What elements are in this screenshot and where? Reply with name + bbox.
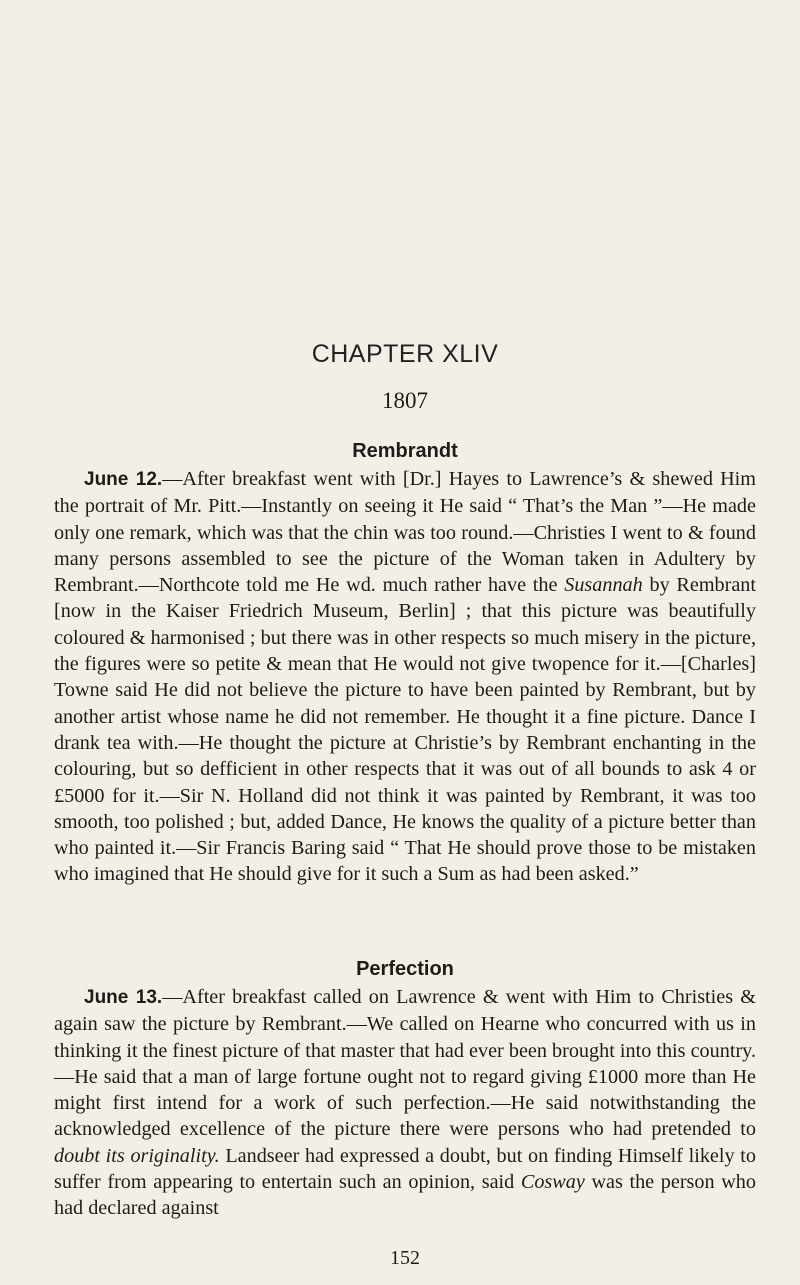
page-number: 152 [390, 1247, 420, 1269]
paragraph-text: by Rembrant [now in the Kaiser Friedrich Museum, Berlin] ; that this picture was beautifully coloured & harmonised ; but there was in other respects so much misery in the picture, the figures were so petite & mean that He would not give twopence for it.—[Charles] Towne said He did not believe the picture to have been painted by Rembrant, but by another artist whose name he did not remember. He thought it a fine picture. Dance I drank tea with.—He thought the picture at Christie’s by Rembrant enchanting in the colouring, but so defficient in other respects that it was out of all bounds to ask 4 or £5000 for it.—Sir N. Holland did not think it was painted by Rembrant, it was too smooth, too polished ; but, added Dance, He knows the quality of a picture better than who painted it.—Sir Francis Baring said “ That He should prove those to be mistaken who imagined that He should give for it such a Sum as had been asked.” [54, 574, 757, 886]
paragraph-june-13 [54, 984, 756, 1222]
italic-phrase: doubt its originality. [54, 1144, 220, 1167]
italic-name: Cosway [520, 1171, 585, 1194]
paragraph-text: —After breakfast called on Lawrence & went with Him to Christies & again saw the picture by Rembrant.—We called on Hearne who concurred with us in thinking it the finest picture of that master that had ever been brought into this country.—He said that a man of large fortune ought not to regard giving £1000 more than He might first intend for a work of such perfection.—He said notwithstanding the acknowledged excellence of the picture there were persons who had pretended to [54, 986, 756, 1141]
chapter-year: 1807 [382, 388, 428, 413]
italic-title: Susannah [564, 574, 643, 597]
section-heading-rembrandt: Rembrandt [352, 440, 458, 462]
chapter-title: CHAPTER XLIV [311, 340, 499, 368]
paragraph-text: Landseer had expressed a doubt, but on finding Himself likely to suffer from appearing to entertain such an opinion, said [54, 1144, 756, 1194]
book-page [54, 0, 756, 1285]
paragraph-text: —After breakfast went with [Dr.] Hayes to Lawrence’s & shewed Him the portrait of Mr. Pitt.—Instantly on seeing it He said “ That’s the Man ”—He made only one remark, which was that the chin was too round.—Christies I went to & found many persons assembled to see the picture of the Woman taken in Adultery by Rembrant.—Northcote told me He wd. much rather have the [54, 468, 756, 597]
paragraph-june-12 [54, 466, 756, 888]
paragraph-text: was the person who had declared against [54, 1171, 756, 1220]
entry-date: June 12. [84, 469, 163, 490]
entry-date: June 13. [84, 987, 163, 1008]
section-heading-perfection: Perfection [356, 958, 454, 980]
